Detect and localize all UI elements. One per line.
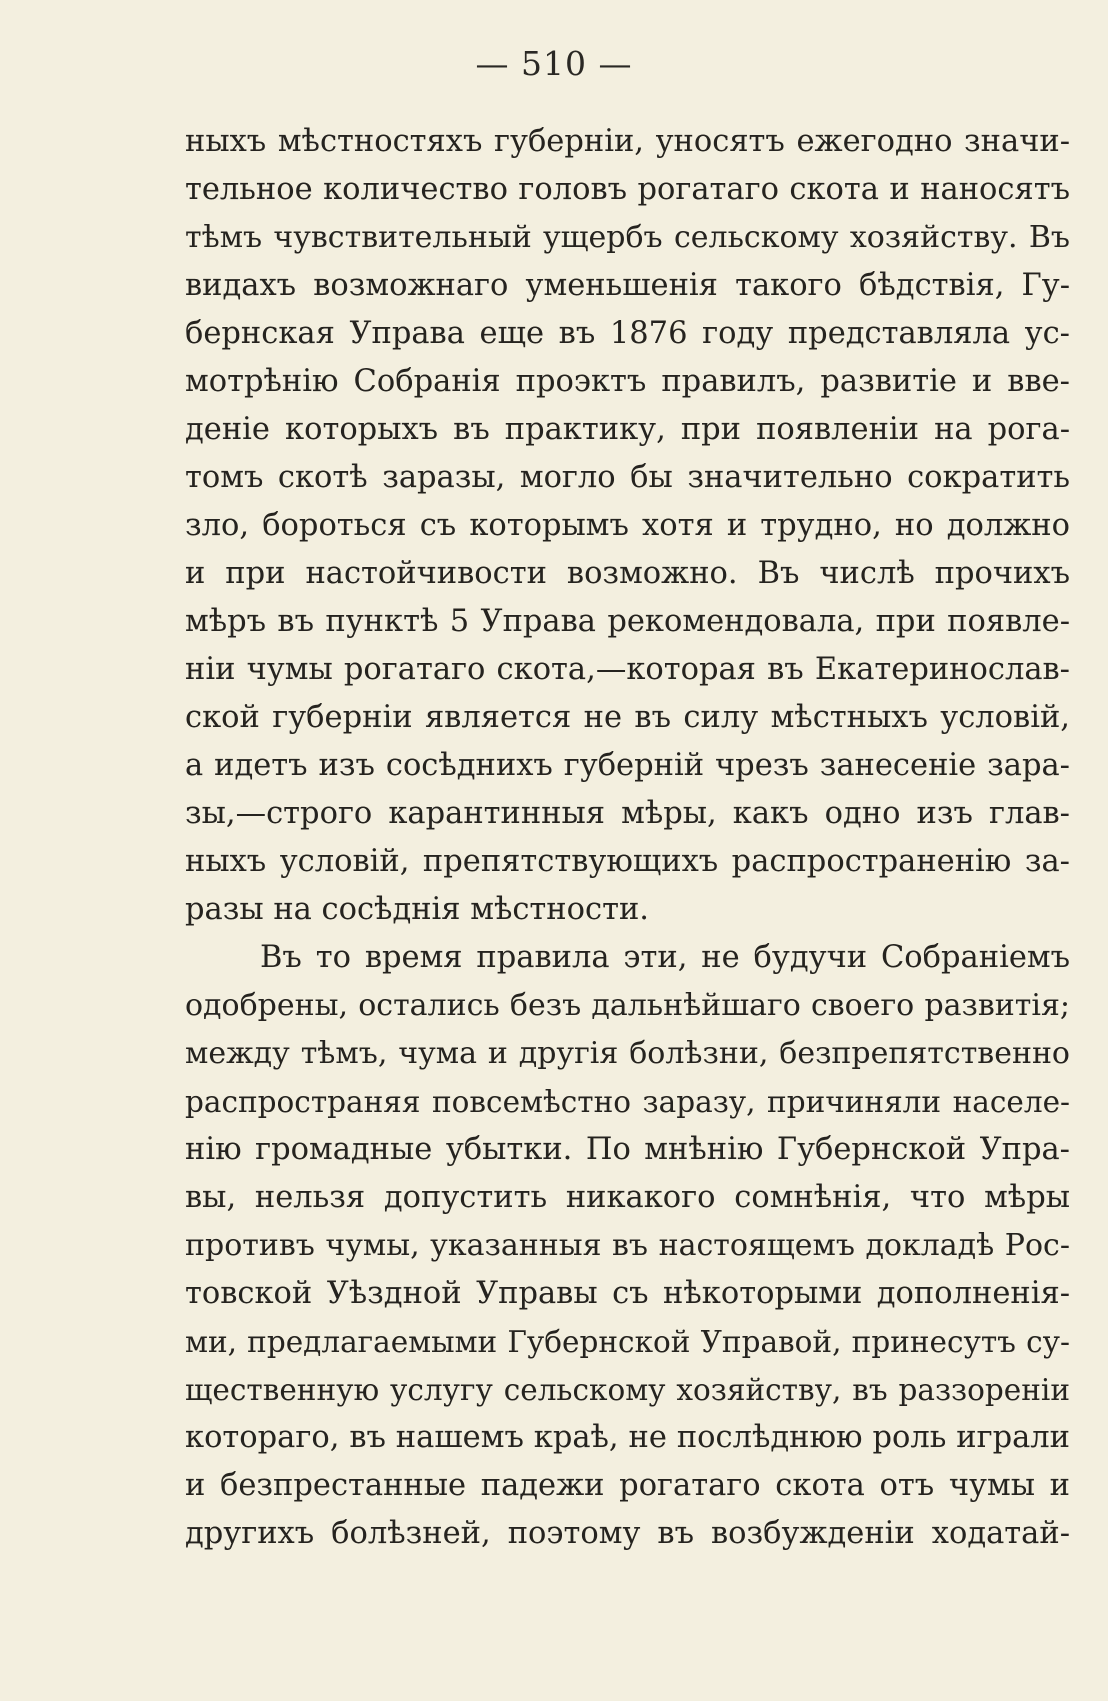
text-line: другихъ болѣзней, поэтому въ возбужденіи ходатай- (185, 1516, 1070, 1551)
text-line: вы, нельзя допустить никакого сомнѣнія, что мѣры (185, 1180, 1070, 1215)
text-line: видахъ возможнаго уменьшенія такого бѣдствія, Гу- (185, 268, 1070, 303)
text-line: одобрены, остались безъ дальнѣйшаго своего развитія; (185, 988, 1070, 1023)
text-line: ныхъ условій, препятствующихъ распространенію за- (185, 844, 1070, 879)
text-line: ской губерніи является не въ силу мѣстныхъ условій, (185, 700, 1070, 735)
text-line: товской Уѣздной Управы съ нѣкоторыми дополненія- (185, 1276, 1070, 1311)
text-line: а идетъ изъ сосѣднихъ губерній чрезъ занесеніе зара- (185, 748, 1070, 783)
paragraph-2 (185, 934, 1070, 1558)
text-line: ныхъ мѣстностяхъ губерніи, уносятъ ежегодно значи- (185, 124, 1070, 159)
text-line: и безпрестанные падежи рогатаго скота отъ чумы и (185, 1468, 1070, 1503)
text-line: противъ чумы, указанныя въ настоящемъ докладѣ Рос- (185, 1228, 1070, 1263)
body-text (185, 118, 1070, 1558)
text-line: Въ то время правила эти, не будучи Собраніемъ (260, 940, 1070, 975)
text-line: разы на сосѣднія мѣстности. (185, 892, 649, 927)
text-line: распространяя повсемѣстно заразу, причиняли населе- (185, 1085, 1070, 1119)
text-line: щественную услугу сельскому хозяйству, въ раззореніи (185, 1373, 1070, 1407)
page-number: — 510 — (475, 44, 633, 83)
text-line: мотрѣнію Собранія проэктъ правилъ, развитіе и вве- (185, 364, 1070, 399)
text-line: ніи чумы рогатаго скота,—которая въ Екатеринослав- (185, 652, 1070, 687)
text-line: зло, бороться съ которымъ хотя и трудно, но должно (185, 508, 1070, 543)
text-line: между тѣмъ, чума и другія болѣзни, безпрепятственно (185, 1036, 1070, 1071)
text-line: тѣмъ чувствительный ущербъ сельскому хозяйству. Въ (185, 220, 1070, 255)
text-line: бернская Управа еще въ 1876 году представляла ус- (185, 316, 1070, 351)
paragraph-1 (185, 118, 1070, 934)
text-line: нію громадные убытки. По мнѣнію Губернской Упра- (185, 1132, 1070, 1167)
text-line: и при настойчивости возможно. Въ числѣ прочихъ (185, 556, 1070, 591)
text-line: томъ скотѣ заразы, могло бы значительно сократить (185, 460, 1070, 495)
text-line: тельное количество головъ рогатаго скота и наносятъ (185, 172, 1070, 207)
text-line: мѣръ въ пунктѣ 5 Управа рекомендовала, при появле- (185, 604, 1070, 639)
text-line: ми, предлагаемыми Губернской Управой, принесутъ су- (185, 1325, 1070, 1359)
text-line: котораго, въ нашемъ краѣ, не послѣднюю роль играли (185, 1420, 1070, 1455)
text-line: зы,—строго карантинныя мѣры, какъ одно изъ глав- (185, 796, 1070, 831)
text-line: деніе которыхъ въ практику, при появленіи на рога- (185, 412, 1070, 447)
